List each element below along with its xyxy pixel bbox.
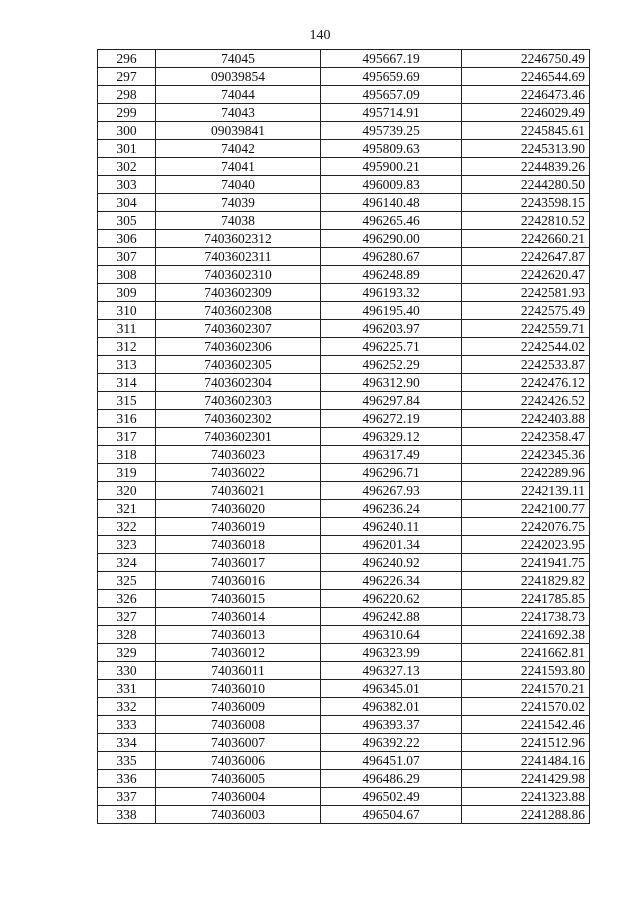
row-number-cell: 333: [98, 716, 156, 734]
x-coordinate-cell: 496203.97: [321, 320, 462, 338]
row-number-cell: 334: [98, 734, 156, 752]
y-coordinate-cell: 2241323.88: [462, 788, 590, 806]
x-coordinate-cell: 496310.64: [321, 626, 462, 644]
y-coordinate-cell: 2245845.61: [462, 122, 590, 140]
point-id-cell: 74036010: [156, 680, 321, 698]
point-id-cell: 7403602305: [156, 356, 321, 374]
table-row: [98, 338, 590, 356]
x-coordinate-cell: 496226.34: [321, 572, 462, 590]
x-coordinate-cell: 496329.12: [321, 428, 462, 446]
table-row: [98, 536, 590, 554]
x-coordinate-cell: 495714.91: [321, 104, 462, 122]
point-id-cell: 74036009: [156, 698, 321, 716]
table-row: [98, 302, 590, 320]
row-number-cell: 298: [98, 86, 156, 104]
y-coordinate-cell: 2242100.77: [462, 500, 590, 518]
y-coordinate-cell: 2241662.81: [462, 644, 590, 662]
y-coordinate-cell: 2241570.21: [462, 680, 590, 698]
table-row: [98, 590, 590, 608]
x-coordinate-cell: 496242.88: [321, 608, 462, 626]
y-coordinate-cell: 2242139.11: [462, 482, 590, 500]
table-row: [98, 176, 590, 194]
y-coordinate-cell: 2242581.93: [462, 284, 590, 302]
row-number-cell: 324: [98, 554, 156, 572]
x-coordinate-cell: 496240.11: [321, 518, 462, 536]
y-coordinate-cell: 2241570.02: [462, 698, 590, 716]
x-coordinate-cell: 496504.67: [321, 806, 462, 824]
table-row: [98, 698, 590, 716]
table-row: [98, 104, 590, 122]
table-row: [98, 374, 590, 392]
row-number-cell: 328: [98, 626, 156, 644]
point-id-cell: 7403602303: [156, 392, 321, 410]
table-row: [98, 716, 590, 734]
row-number-cell: 322: [98, 518, 156, 536]
y-coordinate-cell: 2244280.50: [462, 176, 590, 194]
point-id-cell: 74036018: [156, 536, 321, 554]
row-number-cell: 316: [98, 410, 156, 428]
x-coordinate-cell: 496297.84: [321, 392, 462, 410]
x-coordinate-cell: 496486.29: [321, 770, 462, 788]
point-id-cell: 74036004: [156, 788, 321, 806]
row-number-cell: 297: [98, 68, 156, 86]
row-number-cell: 309: [98, 284, 156, 302]
table-row: [98, 230, 590, 248]
x-coordinate-cell: 496451.07: [321, 752, 462, 770]
y-coordinate-cell: 2243598.15: [462, 194, 590, 212]
table-row: [98, 554, 590, 572]
y-coordinate-cell: 2242620.47: [462, 266, 590, 284]
table-row: [98, 464, 590, 482]
y-coordinate-cell: 2245313.90: [462, 140, 590, 158]
row-number-cell: 301: [98, 140, 156, 158]
y-coordinate-cell: 2242476.12: [462, 374, 590, 392]
x-coordinate-cell: 496195.40: [321, 302, 462, 320]
point-id-cell: 74045: [156, 50, 321, 68]
y-coordinate-cell: 2242559.71: [462, 320, 590, 338]
table-row: [98, 770, 590, 788]
x-coordinate-cell: 496280.67: [321, 248, 462, 266]
y-coordinate-cell: 2241738.73: [462, 608, 590, 626]
point-id-cell: 74036016: [156, 572, 321, 590]
y-coordinate-cell: 2241785.85: [462, 590, 590, 608]
table-row: [98, 320, 590, 338]
point-id-cell: 74036014: [156, 608, 321, 626]
y-coordinate-cell: 2241941.75: [462, 554, 590, 572]
row-number-cell: 332: [98, 698, 156, 716]
point-id-cell: 74036008: [156, 716, 321, 734]
point-id-cell: 74042: [156, 140, 321, 158]
x-coordinate-cell: 496296.71: [321, 464, 462, 482]
point-id-cell: 74036007: [156, 734, 321, 752]
x-coordinate-cell: 496248.89: [321, 266, 462, 284]
table-row: [98, 644, 590, 662]
row-number-cell: 336: [98, 770, 156, 788]
table-row: [98, 392, 590, 410]
y-coordinate-cell: 2242533.87: [462, 356, 590, 374]
row-number-cell: 319: [98, 464, 156, 482]
point-id-cell: 74036013: [156, 626, 321, 644]
table-row: [98, 428, 590, 446]
y-coordinate-cell: 2242544.02: [462, 338, 590, 356]
table-row: [98, 626, 590, 644]
row-number-cell: 318: [98, 446, 156, 464]
table-row: [98, 356, 590, 374]
point-id-cell: 74041: [156, 158, 321, 176]
point-id-cell: 7403602312: [156, 230, 321, 248]
x-coordinate-cell: 496393.37: [321, 716, 462, 734]
row-number-cell: 302: [98, 158, 156, 176]
y-coordinate-cell: 2242810.52: [462, 212, 590, 230]
x-coordinate-cell: 495739.25: [321, 122, 462, 140]
point-id-cell: 74044: [156, 86, 321, 104]
y-coordinate-cell: 2241429.98: [462, 770, 590, 788]
table-row: [98, 518, 590, 536]
row-number-cell: 299: [98, 104, 156, 122]
row-number-cell: 323: [98, 536, 156, 554]
point-id-cell: 74043: [156, 104, 321, 122]
row-number-cell: 325: [98, 572, 156, 590]
row-number-cell: 327: [98, 608, 156, 626]
point-id-cell: 74036019: [156, 518, 321, 536]
row-number-cell: 321: [98, 500, 156, 518]
row-number-cell: 329: [98, 644, 156, 662]
x-coordinate-cell: 496240.92: [321, 554, 462, 572]
table-row: [98, 734, 590, 752]
point-id-cell: 09039841: [156, 122, 321, 140]
point-id-cell: 7403602301: [156, 428, 321, 446]
page-number: 140: [309, 28, 331, 43]
row-number-cell: 335: [98, 752, 156, 770]
point-id-cell: 74036012: [156, 644, 321, 662]
x-coordinate-cell: 495809.63: [321, 140, 462, 158]
x-coordinate-cell: 496225.71: [321, 338, 462, 356]
table-row: [98, 806, 590, 824]
x-coordinate-cell: 496193.32: [321, 284, 462, 302]
y-coordinate-cell: 2241692.38: [462, 626, 590, 644]
row-number-cell: 306: [98, 230, 156, 248]
table-row: [98, 266, 590, 284]
table-row: [98, 662, 590, 680]
y-coordinate-cell: 2242358.47: [462, 428, 590, 446]
x-coordinate-cell: 496382.01: [321, 698, 462, 716]
row-number-cell: 300: [98, 122, 156, 140]
y-coordinate-cell: 2241484.16: [462, 752, 590, 770]
x-coordinate-cell: 496502.49: [321, 788, 462, 806]
row-number-cell: 337: [98, 788, 156, 806]
point-id-cell: 74038: [156, 212, 321, 230]
x-coordinate-cell: 496267.93: [321, 482, 462, 500]
point-id-cell: 74039: [156, 194, 321, 212]
row-number-cell: 313: [98, 356, 156, 374]
table-row: [98, 140, 590, 158]
table-row: [98, 752, 590, 770]
point-id-cell: 74036017: [156, 554, 321, 572]
row-number-cell: 315: [98, 392, 156, 410]
table-row: [98, 446, 590, 464]
table-row: [98, 248, 590, 266]
point-id-cell: 74036015: [156, 590, 321, 608]
row-number-cell: 310: [98, 302, 156, 320]
table-row: [98, 500, 590, 518]
row-number-cell: 304: [98, 194, 156, 212]
point-id-cell: 09039854: [156, 68, 321, 86]
point-id-cell: 7403602304: [156, 374, 321, 392]
row-number-cell: 311: [98, 320, 156, 338]
y-coordinate-cell: 2241542.46: [462, 716, 590, 734]
x-coordinate-cell: 496009.83: [321, 176, 462, 194]
point-id-cell: 74036003: [156, 806, 321, 824]
y-coordinate-cell: 2244839.26: [462, 158, 590, 176]
y-coordinate-cell: 2242647.87: [462, 248, 590, 266]
y-coordinate-cell: 2241512.96: [462, 734, 590, 752]
x-coordinate-cell: 496252.29: [321, 356, 462, 374]
row-number-cell: 338: [98, 806, 156, 824]
x-coordinate-cell: 496272.19: [321, 410, 462, 428]
point-id-cell: 7403602308: [156, 302, 321, 320]
coordinates-table: [97, 49, 590, 824]
row-number-cell: 330: [98, 662, 156, 680]
point-id-cell: 7403602307: [156, 320, 321, 338]
row-number-cell: 307: [98, 248, 156, 266]
y-coordinate-cell: 2242575.49: [462, 302, 590, 320]
x-coordinate-cell: 495657.09: [321, 86, 462, 104]
row-number-cell: 326: [98, 590, 156, 608]
x-coordinate-cell: 496323.99: [321, 644, 462, 662]
table-row: [98, 158, 590, 176]
x-coordinate-cell: 496312.90: [321, 374, 462, 392]
table-row: [98, 482, 590, 500]
x-coordinate-cell: 496265.46: [321, 212, 462, 230]
y-coordinate-cell: 2242289.96: [462, 464, 590, 482]
x-coordinate-cell: 495900.21: [321, 158, 462, 176]
y-coordinate-cell: 2242660.21: [462, 230, 590, 248]
x-coordinate-cell: 496327.13: [321, 662, 462, 680]
x-coordinate-cell: 495659.69: [321, 68, 462, 86]
table-row: [98, 122, 590, 140]
table-row: [98, 680, 590, 698]
x-coordinate-cell: 496345.01: [321, 680, 462, 698]
row-number-cell: 305: [98, 212, 156, 230]
y-coordinate-cell: 2242345.36: [462, 446, 590, 464]
y-coordinate-cell: 2242023.95: [462, 536, 590, 554]
row-number-cell: 314: [98, 374, 156, 392]
x-coordinate-cell: 496201.34: [321, 536, 462, 554]
y-coordinate-cell: 2241593.80: [462, 662, 590, 680]
point-id-cell: 7403602311: [156, 248, 321, 266]
coordinates-table-body: [98, 50, 590, 824]
x-coordinate-cell: 496220.62: [321, 590, 462, 608]
point-id-cell: 74036011: [156, 662, 321, 680]
y-coordinate-cell: 2246750.49: [462, 50, 590, 68]
y-coordinate-cell: 2242403.88: [462, 410, 590, 428]
x-coordinate-cell: 496392.22: [321, 734, 462, 752]
x-coordinate-cell: 496317.49: [321, 446, 462, 464]
y-coordinate-cell: 2242076.75: [462, 518, 590, 536]
table-row: [98, 410, 590, 428]
table-row: [98, 50, 590, 68]
point-id-cell: 7403602309: [156, 284, 321, 302]
row-number-cell: 317: [98, 428, 156, 446]
row-number-cell: 303: [98, 176, 156, 194]
y-coordinate-cell: 2246544.69: [462, 68, 590, 86]
row-number-cell: 320: [98, 482, 156, 500]
y-coordinate-cell: 2241829.82: [462, 572, 590, 590]
table-row: [98, 608, 590, 626]
point-id-cell: 74040: [156, 176, 321, 194]
x-coordinate-cell: 496290.00: [321, 230, 462, 248]
table-row: [98, 284, 590, 302]
point-id-cell: 74036021: [156, 482, 321, 500]
y-coordinate-cell: 2246029.49: [462, 104, 590, 122]
point-id-cell: 7403602310: [156, 266, 321, 284]
table-row: [98, 86, 590, 104]
point-id-cell: 74036023: [156, 446, 321, 464]
row-number-cell: 312: [98, 338, 156, 356]
row-number-cell: 331: [98, 680, 156, 698]
table-row: [98, 194, 590, 212]
x-coordinate-cell: 496140.48: [321, 194, 462, 212]
table-row: [98, 68, 590, 86]
y-coordinate-cell: 2246473.46: [462, 86, 590, 104]
row-number-cell: 296: [98, 50, 156, 68]
x-coordinate-cell: 496236.24: [321, 500, 462, 518]
point-id-cell: 74036020: [156, 500, 321, 518]
table-row: [98, 788, 590, 806]
x-coordinate-cell: 495667.19: [321, 50, 462, 68]
point-id-cell: 74036005: [156, 770, 321, 788]
table-row: [98, 572, 590, 590]
y-coordinate-cell: 2242426.52: [462, 392, 590, 410]
point-id-cell: 74036022: [156, 464, 321, 482]
point-id-cell: 74036006: [156, 752, 321, 770]
table-row: [98, 212, 590, 230]
y-coordinate-cell: 2241288.86: [462, 806, 590, 824]
point-id-cell: 7403602302: [156, 410, 321, 428]
point-id-cell: 7403602306: [156, 338, 321, 356]
row-number-cell: 308: [98, 266, 156, 284]
